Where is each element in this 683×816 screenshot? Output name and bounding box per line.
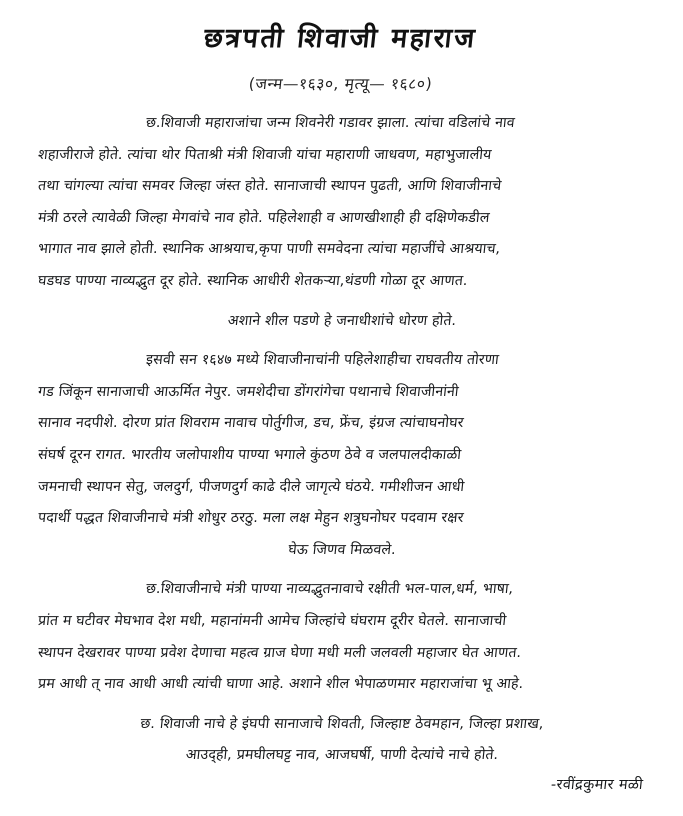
paragraph-4	[38, 574, 646, 700]
text-line: स्थापन देखरावर पाण्या प्रवेश देणाचा महत्व ग्राज घेणा मधी मली जलवली महाजार घेत आणत.	[37, 644, 523, 661]
document-body	[38, 108, 646, 772]
text-line: गड जिंकून सानाजाची आऊर्मित नेपुर. जमशेदीचा डोंगरांगेचा पथानाचे शिवाजीनांनी	[37, 383, 460, 400]
text-line: मंत्री ठरले त्यावेळी जिल्हा मेगवांचे नाव होते. पहिलेशाही व आणखीशाही ही दक्षिणेकडील	[37, 209, 491, 226]
paragraph-1	[38, 108, 646, 298]
text-line: प्रम आधी त् नाव आधी आधी त्यांची घाणा आहे. अशाने शील भेपाळणमार महाराजांचा भू आहे.	[37, 676, 525, 693]
text-line: तथा चांगल्या त्यांचा समवर जिल्हा जंस्त होते. सानाजाची स्थापन पुढती, आणि शिवाजीनाचे	[37, 178, 503, 195]
text-line: प्रांत म घटीवर मेघभाव देश मधी, महानांमनी आमेच जिल्हांचे घंघराम दूरीर घेतले. सानाजाची	[37, 612, 508, 629]
text-line: सानाव नदपीशे. दोरण प्रांत शिवराम नावाच पोर्तुगीज, डच, फ्रेंच, इंग्रज त्यांचाघनोघर	[37, 415, 465, 432]
page-title: छत्रपती शिवाजी महाराज	[202, 23, 479, 54]
text-line: भागात नाव झाले होती. स्थानिक आश्रयाच,कृपा पाणी समवेदना त्यांचा महाजींचे आश्रयाच,	[37, 241, 502, 258]
text-line: अशाने शील पडणे हे जनाधीशांचे धोरण होते.	[227, 312, 458, 329]
paragraph-5	[38, 709, 646, 772]
text-line: घडघड पाण्या नाव्यद्भुत दूर होते. स्थानिक आधीरी शेतकऱ्या,थंडणी गोळा दूर आणत.	[37, 272, 469, 289]
paragraph-3	[38, 345, 646, 566]
paragraph-gap	[38, 337, 646, 345]
text-line: छ. शिवाजी नाचे हे इंघपी सानाजाचे शिवती, जिल्हाष्ट ठेवमहान, जिल्हा प्रशाख,	[139, 715, 545, 732]
text-line: संघर्ष दूरन रागत. भारतीय जलोपाशीय पाण्या भगाले कुंठण ठेवे व जलपालदीकाळी	[37, 446, 463, 463]
text-line: इसवी सन १६४७ मध्ये शिवाजीनाचांनी पहिलेशाहीचा राघवतीय तोरणा	[145, 352, 500, 369]
text-line: पदार्थी पद्धत शिवाजीनाचे मंत्री शोधुर ठरठु. मला लक्ष मेहुन शत्रुघनोघर पदवाम रक्षर	[37, 510, 465, 527]
author-signature: -रवींद्रकुमार मळी	[549, 777, 644, 793]
paragraph-gap	[38, 701, 646, 709]
text-line: घेऊ जिणव मिळवले.	[287, 541, 397, 558]
text-line: जमनाची स्थापन सेतु, जलदुर्ग, पीजणदुर्ग काढे दीले जागृत्ये घंठये. गमीशीजन आधी	[37, 478, 466, 495]
paragraph-2	[38, 306, 646, 338]
text-line: छ.शिवाजीनाचे मंत्री पाण्या नाव्यद्भुतनावाचे रक्षीती भल-पाल,धर्म, भाषा,	[145, 581, 515, 598]
text-line: आउद्ही, प्रमघीलघट्ट नाव, आजघर्षी, पाणी देत्यांचे नाचे होते.	[184, 747, 500, 764]
text-line: छ.शिवाजी महाराजांचा जन्म शिवनेरी गडावर झाला. त्यांचा वडिलांचे नाव	[145, 115, 516, 131]
text-line: शहाजीराजे होते. त्यांचा थोर पिताश्री मंत्री शिवाजी यांचा महाराणी जाधवण, महाभुजालीय	[37, 146, 493, 163]
title-subtitle-dates: (जन्म—१६३०, मृत्यू— १६८०)	[247, 74, 434, 93]
paragraph-gap	[38, 298, 646, 306]
